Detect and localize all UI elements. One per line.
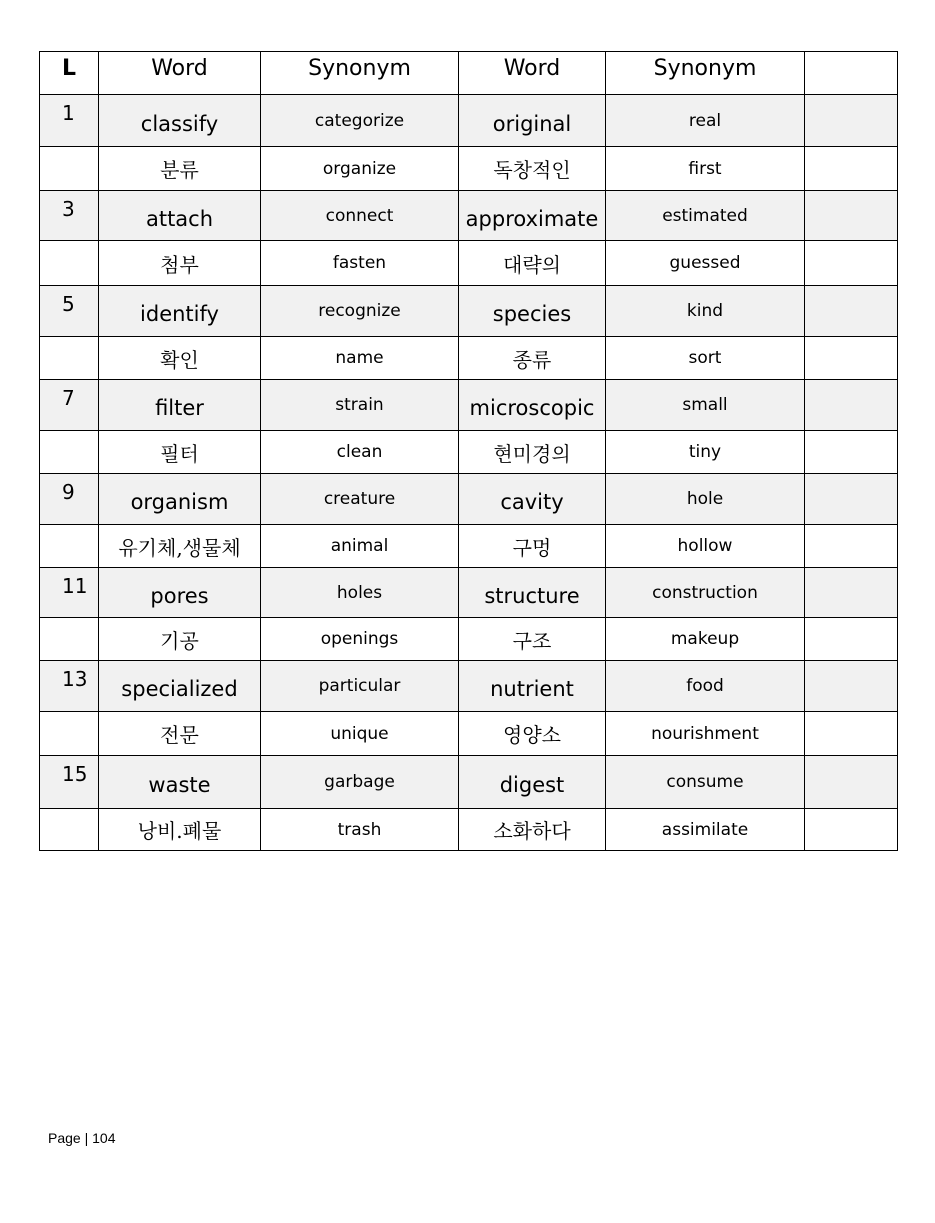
synonym: trash [261, 809, 459, 851]
synonym: organize [261, 147, 459, 191]
synonym: particular [261, 661, 459, 712]
blank-cell [805, 756, 898, 809]
vocab-row-korean [40, 147, 898, 191]
synonym: sort [606, 337, 805, 380]
synonym: garbage [261, 756, 459, 809]
synonym: recognize [261, 286, 459, 337]
vocab-row-english [40, 474, 898, 525]
word-english: specialized [99, 661, 261, 712]
synonym: real [606, 95, 805, 147]
synonym: clean [261, 431, 459, 474]
blank-cell [805, 191, 898, 241]
vocab-row-english [40, 191, 898, 241]
header-synonym-1: Synonym [261, 52, 459, 95]
synonym: first [606, 147, 805, 191]
synonym: estimated [606, 191, 805, 241]
word-english: attach [99, 191, 261, 241]
row-number: 15 [40, 756, 99, 809]
word-korean: 분류 [99, 147, 261, 191]
synonym: strain [261, 380, 459, 431]
vocab-row-korean [40, 618, 898, 661]
word-korean: 첨부 [99, 241, 261, 286]
word-korean: 확인 [99, 337, 261, 380]
synonym: food [606, 661, 805, 712]
header-word-2: Word [459, 52, 606, 95]
vocab-row-english [40, 661, 898, 712]
blank-cell [805, 712, 898, 756]
synonym: animal [261, 525, 459, 568]
synonym: name [261, 337, 459, 380]
synonym: makeup [606, 618, 805, 661]
row-number: 11 [40, 568, 99, 618]
vocabulary-table [39, 51, 898, 851]
synonym: consume [606, 756, 805, 809]
vocab-row-english [40, 95, 898, 147]
row-number-blank [40, 712, 99, 756]
word-korean: 기공 [99, 618, 261, 661]
row-number: 3 [40, 191, 99, 241]
blank-cell [805, 618, 898, 661]
word-korean: 소화하다 [459, 809, 606, 851]
blank-cell [805, 95, 898, 147]
synonym: holes [261, 568, 459, 618]
blank-cell [805, 337, 898, 380]
synonym: openings [261, 618, 459, 661]
row-number: 7 [40, 380, 99, 431]
blank-cell [805, 525, 898, 568]
word-korean: 독창적인 [459, 147, 606, 191]
table-header-row [40, 52, 898, 95]
row-number-blank [40, 809, 99, 851]
blank-cell [805, 241, 898, 286]
word-english: waste [99, 756, 261, 809]
synonym: construction [606, 568, 805, 618]
word-english: structure [459, 568, 606, 618]
header-blank [805, 52, 898, 95]
page-number: 104 [92, 1130, 116, 1146]
row-number-blank [40, 241, 99, 286]
vocab-row-english [40, 568, 898, 618]
vocab-row-korean [40, 712, 898, 756]
page-label: Page [48, 1130, 81, 1146]
row-number-blank [40, 618, 99, 661]
blank-cell [805, 147, 898, 191]
blank-cell [805, 809, 898, 851]
blank-cell [805, 661, 898, 712]
blank-cell [805, 286, 898, 337]
word-korean: 현미경의 [459, 431, 606, 474]
page-separator: | [84, 1130, 89, 1146]
row-number-blank [40, 431, 99, 474]
row-number-blank [40, 525, 99, 568]
vocab-row-english [40, 286, 898, 337]
word-korean: 유기체,생물체 [99, 525, 261, 568]
header-synonym-2: Synonym [606, 52, 805, 95]
vocab-row-korean [40, 809, 898, 851]
synonym: connect [261, 191, 459, 241]
synonym: categorize [261, 95, 459, 147]
vocab-row-korean [40, 431, 898, 474]
word-english: classify [99, 95, 261, 147]
row-number: 9 [40, 474, 99, 525]
word-korean: 대략의 [459, 241, 606, 286]
row-number-blank [40, 147, 99, 191]
word-english: identify [99, 286, 261, 337]
word-english: nutrient [459, 661, 606, 712]
row-number: 1 [40, 95, 99, 147]
row-number-blank [40, 337, 99, 380]
synonym: tiny [606, 431, 805, 474]
blank-cell [805, 568, 898, 618]
page-footer [48, 1130, 115, 1146]
word-korean: 낭비.폐물 [99, 809, 261, 851]
word-english: species [459, 286, 606, 337]
word-korean: 종류 [459, 337, 606, 380]
word-korean: 필터 [99, 431, 261, 474]
word-korean: 전문 [99, 712, 261, 756]
synonym: guessed [606, 241, 805, 286]
header-l: L [40, 52, 99, 95]
word-korean: 영양소 [459, 712, 606, 756]
vocab-row-korean [40, 525, 898, 568]
blank-cell [805, 380, 898, 431]
synonym: hollow [606, 525, 805, 568]
synonym: creature [261, 474, 459, 525]
word-english: microscopic [459, 380, 606, 431]
blank-cell [805, 474, 898, 525]
row-number: 5 [40, 286, 99, 337]
word-english: digest [459, 756, 606, 809]
synonym: fasten [261, 241, 459, 286]
word-english: cavity [459, 474, 606, 525]
vocab-row-english [40, 756, 898, 809]
vocab-row-korean [40, 337, 898, 380]
word-english: filter [99, 380, 261, 431]
word-english: original [459, 95, 606, 147]
synonym: unique [261, 712, 459, 756]
synonym: small [606, 380, 805, 431]
word-english: organism [99, 474, 261, 525]
word-english: pores [99, 568, 261, 618]
blank-cell [805, 431, 898, 474]
synonym: nourishment [606, 712, 805, 756]
synonym: kind [606, 286, 805, 337]
vocab-row-korean [40, 241, 898, 286]
synonym: assimilate [606, 809, 805, 851]
synonym: hole [606, 474, 805, 525]
row-number: 13 [40, 661, 99, 712]
word-english: approximate [459, 191, 606, 241]
word-korean: 구조 [459, 618, 606, 661]
word-korean: 구멍 [459, 525, 606, 568]
vocab-row-english [40, 380, 898, 431]
header-word-1: Word [99, 52, 261, 95]
